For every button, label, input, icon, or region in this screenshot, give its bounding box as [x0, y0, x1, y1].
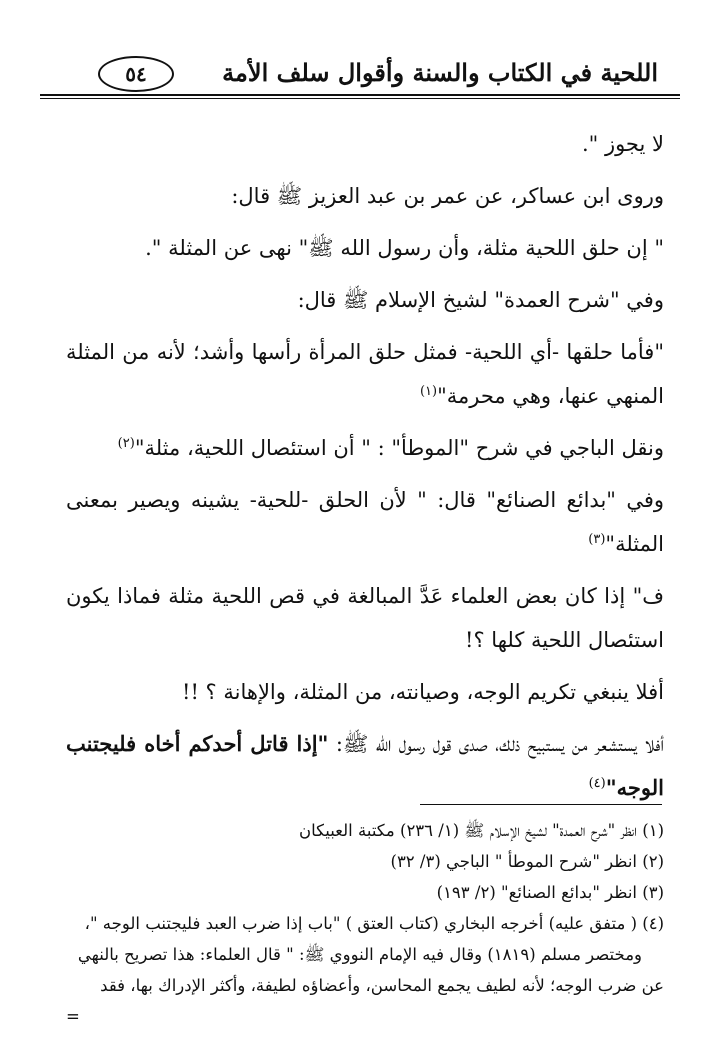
paragraph — [66, 426, 664, 470]
hadith-quote: "إذا قاتل أحدكم أخاه فليجتنب الوجه" — [66, 731, 664, 800]
page-title: اللحية في الكتاب والسنة وأقوال سلف الأمة — [222, 58, 658, 87]
quote-text: ونقل الباجي في شرح "الموطأ" : " أن استئصال اللحية، مثلة" — [134, 436, 664, 460]
footnote-2: (٢) انظر "شرح الموطأ " الباجي (٣/ ٣٢) — [390, 852, 664, 871]
paragraph-text: أفلا يستشعر من يستبيح ذلك، صدى قول رسول الله ﷺ: — [335, 732, 665, 756]
quote-text: "فأما حلقها -أي اللحية- فمثل حلق المرأة رأسها وأشد؛ لأنه من المثلة المنهي عنها، وهي محرمة" — [66, 340, 664, 408]
page-number: ٥٤ — [98, 56, 174, 92]
quote-text: وفي "بدائع الصنائع" قال: " لأن الحلق -للحية- يشينه ويصير بمعنى المثلة" — [66, 488, 664, 556]
paragraph: أفلا ينبغي تكريم الوجه، وصيانته، من المثلة، والإهانة ؟ !! — [182, 680, 664, 704]
footnotes — [66, 816, 664, 1033]
footnote-ref[interactable]: (١) — [419, 384, 438, 399]
running-header — [40, 50, 680, 102]
paragraph — [66, 226, 664, 270]
footnote-4-continued: ومختصر مسلم (١٨١٩) وقال فيه الإمام النووي ﷺ: " قال العلماء: هذا تصريح بالنهي — [77, 945, 642, 964]
paragraph — [66, 330, 664, 418]
footnote-3: (٣) انظر "بدائع الصنائع" (٢/ ١٩٣) — [436, 883, 664, 902]
footnote-divider — [420, 804, 662, 805]
paragraph: وروى ابن عساكر، عن عمر بن عبد العزيز ﷺ قال: — [231, 184, 664, 208]
footnote-4: (٤) ( متفق عليه) أخرجه البخاري (كتاب العتق ) "باب إذا ضرب العبد فليجتنب الوجه "، — [84, 914, 664, 933]
header-rule-thin — [40, 98, 680, 99]
footnote-ref[interactable]: (٣) — [588, 532, 606, 547]
body-text — [66, 122, 664, 818]
paragraph: وفي "شرح العمدة" لشيخ الإسلام ﷺ قال: — [297, 288, 664, 312]
paragraph: ف" إذا كان بعض العلماء عَدَّ المبالغة في قص اللحية مثلة فماذا يكون استئصال اللحية كلها ؟! — [66, 584, 664, 652]
continuation-mark: = — [66, 1007, 80, 1026]
footnote-ref[interactable]: (٤) — [588, 776, 606, 791]
quote-text: " إن حلق اللحية مثلة، وأن رسول الله ﷺ" نهى عن المثلة ". — [145, 236, 664, 260]
paragraph — [66, 478, 664, 566]
footnote-1: (١) انظر "شرح العمدة" لشيخ الإسلام ﷺ (١/ ٢٣٦) مكتبة العبيكان — [298, 821, 664, 840]
paragraph: لا يجوز ". — [581, 132, 664, 156]
footnote-ref[interactable]: (٢) — [117, 436, 135, 451]
paragraph — [66, 722, 664, 810]
footnote-4-continued: عن ضرب الوجه؛ لأنه لطيف يجمع المحاسن، وأعضاؤه لطيفة، وأكثر الإدراك بها، فقد — [100, 976, 664, 995]
header-rule — [40, 94, 680, 96]
